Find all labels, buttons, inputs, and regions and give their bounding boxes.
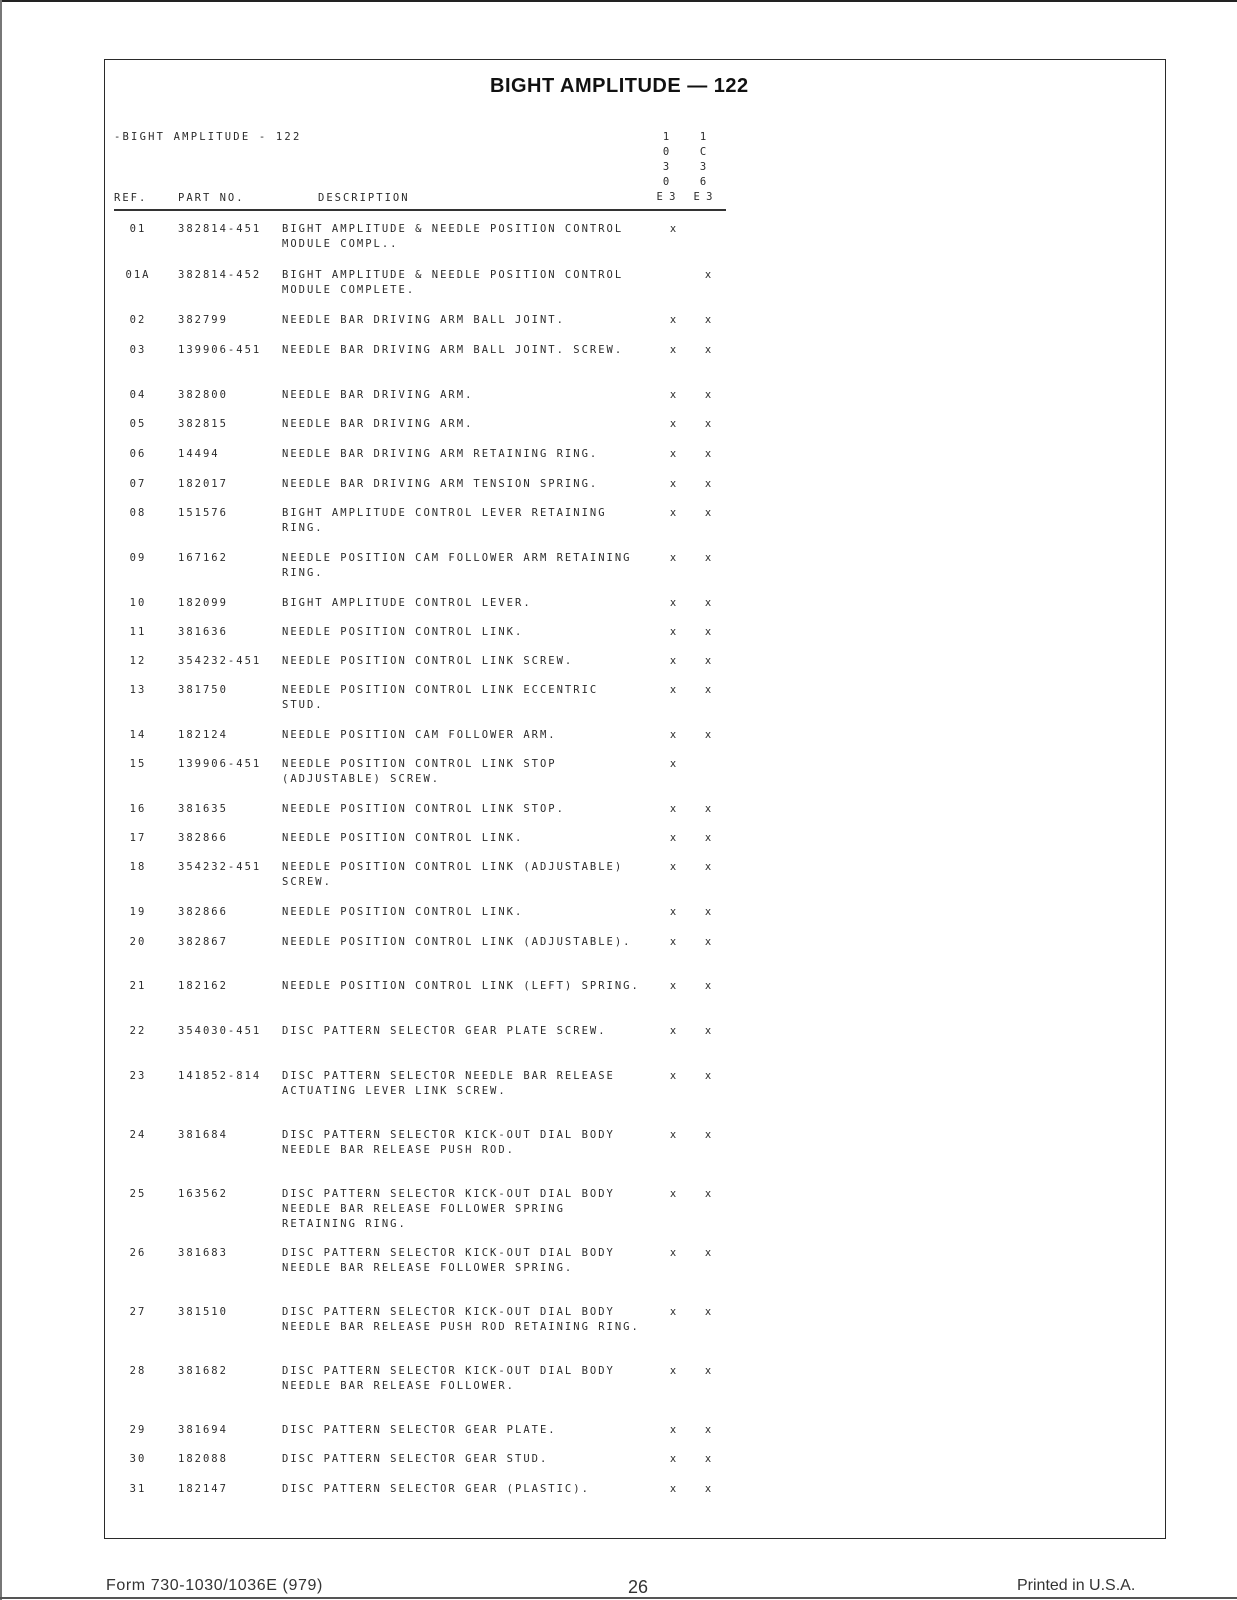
description-cell: NEEDLE POSITION CONTROL LINK (ADJUSTABLE) SCREW. [282,861,624,888]
left-edge [0,0,2,1600]
ref-cell: 10 [129,597,147,609]
model-1036-mark: x [704,832,714,844]
model-col-digit: C [699,146,707,158]
model-1036-mark: x [704,684,714,696]
description-cell: NEEDLE BAR DRIVING ARM. [282,418,474,430]
part-number-cell: 182124 [178,729,228,741]
model-1036-mark: x [704,314,714,326]
description-cell: DISC PATTERN SELECTOR GEAR PLATE. [282,1424,557,1436]
description-cell: NEEDLE BAR DRIVING ARM RETAINING RING. [282,448,599,460]
model-1036-mark: x [704,1365,714,1377]
model-col-digit: 0 [662,146,670,158]
description-cell: DISC PATTERN SELECTOR GEAR PLATE SCREW. [282,1025,607,1037]
ref-cell: 04 [129,389,147,401]
description-cell: DISC PATTERN SELECTOR NEEDLE BAR RELEASE ACTUATING LEVER LINK SCREW. [282,1070,615,1097]
part-number-cell: 381750 [178,684,228,696]
description-cell: NEEDLE POSITION CONTROL LINK STOP. [282,803,565,815]
description-cell: NEEDLE BAR DRIVING ARM TENSION SPRING. [282,478,599,490]
part-number-cell: 354030-451 [178,1025,262,1037]
model-1036-mark: x [704,597,714,609]
model-1036-mark: x [704,389,714,401]
ref-cell: 16 [129,803,147,815]
model-1036-mark: x [704,448,714,460]
model-1030-mark: x [669,980,679,992]
model-1036-mark: x [704,1453,714,1465]
ref-cell: 17 [129,832,147,844]
header-rule [114,209,726,211]
model-1036-mark: x [704,418,714,430]
description-cell: NEEDLE BAR DRIVING ARM. [282,389,474,401]
model-1030-mark: x [669,1025,679,1037]
description-cell: DISC PATTERN SELECTOR KICK-OUT DIAL BODY NEEDLE BAR RELEASE PUSH ROD RETAINING RING. [282,1306,640,1333]
description-cell: NEEDLE BAR DRIVING ARM BALL JOINT. SCREW. [282,344,624,356]
model-1030-mark: x [669,448,679,460]
ref-cell: 22 [129,1025,147,1037]
description-cell: BIGHT AMPLITUDE CONTROL LEVER. [282,597,532,609]
model-1030-mark: x [669,418,679,430]
model-1030-mark: x [669,758,679,770]
part-number-cell: 182147 [178,1483,228,1495]
header-part: PART NO. [178,192,245,204]
ref-cell: 21 [129,980,147,992]
ref-cell: 01 [129,223,147,235]
model-col-digit: E 3 [693,191,713,203]
description-cell: DISC PATTERN SELECTOR GEAR (PLASTIC). [282,1483,590,1495]
model-1030-mark: x [669,861,679,873]
model-col-digit: 6 [699,176,707,188]
ref-cell: 18 [129,861,147,873]
model-1036-mark: x [704,906,714,918]
part-number-cell: 382815 [178,418,228,430]
model-1036-mark: x [704,980,714,992]
part-number-cell: 354232-451 [178,655,262,667]
ref-cell: 13 [129,684,147,696]
part-number-cell: 182088 [178,1453,228,1465]
part-number-cell: 382866 [178,906,228,918]
part-number-cell: 381684 [178,1129,228,1141]
model-1030-mark: x [669,1483,679,1495]
model-1030-mark: x [669,803,679,815]
description-cell: NEEDLE POSITION CONTROL LINK SCREW. [282,655,574,667]
part-number-cell: 182017 [178,478,228,490]
part-number-cell: 354232-451 [178,861,262,873]
model-1036-mark: x [704,1424,714,1436]
model-1036-mark: x [704,861,714,873]
model-1030-mark: x [669,832,679,844]
model-1030-mark: x [669,1188,679,1200]
model-1030-mark: x [669,1365,679,1377]
model-1036-mark: x [704,269,714,281]
model-1030-mark: x [669,1247,679,1259]
part-number-cell: 167162 [178,552,228,564]
description-cell: DISC PATTERN SELECTOR KICK-OUT DIAL BODY NEEDLE BAR RELEASE FOLLOWER SPRING. [282,1247,615,1274]
ref-cell: 20 [129,936,147,948]
part-number-cell: 381682 [178,1365,228,1377]
model-1036-mark: x [704,552,714,564]
model-1030-mark: x [669,906,679,918]
ref-cell: 12 [129,655,147,667]
model-1030-mark: x [669,223,679,235]
model-col-digit: 3 [662,161,670,173]
part-number-cell: 382814-452 [178,269,262,281]
ref-cell: 28 [129,1365,147,1377]
ref-cell: 25 [129,1188,147,1200]
ref-cell: 03 [129,344,147,356]
description-cell: BIGHT AMPLITUDE & NEEDLE POSITION CONTROL MODULE COMPLETE. [282,269,624,296]
model-1036-mark: x [704,344,714,356]
model-1036-mark: x [704,507,714,519]
form-number: Form 730-1030/1036E (979) [106,1577,323,1594]
model-1030-mark: x [669,1070,679,1082]
part-number-cell: 381510 [178,1306,228,1318]
description-cell: NEEDLE POSITION CONTROL LINK STOP (ADJUSTABLE) SCREW. [282,758,557,785]
part-number-cell: 382799 [178,314,228,326]
part-number-cell: 14494 [178,448,220,460]
description-cell: DISC PATTERN SELECTOR GEAR STUD. [282,1453,549,1465]
model-1030-mark: x [669,314,679,326]
part-number-cell: 182099 [178,597,228,609]
model-1036-mark: x [704,655,714,667]
model-1030-mark: x [669,1453,679,1465]
part-number-cell: 139906-451 [178,344,262,356]
model-1030-mark: x [669,626,679,638]
ref-cell: 05 [129,418,147,430]
description-cell: NEEDLE POSITION CAM FOLLOWER ARM. [282,729,557,741]
ref-cell: 26 [129,1247,147,1259]
description-cell: NEEDLE POSITION CONTROL LINK ECCENTRIC STUD. [282,684,599,711]
ref-cell: 30 [129,1453,147,1465]
ref-cell: 31 [129,1483,147,1495]
part-number-cell: 151576 [178,507,228,519]
part-number-cell: 163562 [178,1188,228,1200]
model-1036-mark: x [704,478,714,490]
ref-cell: 01A [125,269,151,281]
model-1036-mark: x [704,936,714,948]
description-cell: DISC PATTERN SELECTOR KICK-OUT DIAL BODY NEEDLE BAR RELEASE FOLLOWER SPRING RETAINING RING. [282,1188,615,1230]
description-cell: BIGHT AMPLITUDE CONTROL LEVER RETAINING RING. [282,507,607,534]
part-number-cell: 382867 [178,936,228,948]
description-cell: NEEDLE POSITION CONTROL LINK. [282,832,524,844]
header-ref: REF. [114,192,148,204]
ref-cell: 02 [129,314,147,326]
part-number-cell: 182162 [178,980,228,992]
ref-cell: 09 [129,552,147,564]
model-1030-mark: x [669,507,679,519]
model-1030-mark: x [669,655,679,667]
page-number: 26 [628,1577,649,1597]
ref-cell: 19 [129,906,147,918]
ref-cell: 06 [129,448,147,460]
model-col-digit: 1 [699,131,707,143]
description-cell: NEEDLE POSITION CONTROL LINK. [282,906,524,918]
part-number-cell: 382800 [178,389,228,401]
ref-cell: 08 [129,507,147,519]
ref-cell: 11 [129,626,147,638]
model-col-digit: 1 [662,131,670,143]
description-cell: BIGHT AMPLITUDE & NEEDLE POSITION CONTROL MODULE COMPL.. [282,223,624,250]
model-1030-mark: x [669,344,679,356]
model-1030-mark: x [669,389,679,401]
model-1036-mark: x [704,1188,714,1200]
description-cell: NEEDLE POSITION CONTROL LINK. [282,626,524,638]
model-1030-mark: x [669,597,679,609]
model-1030-mark: x [669,552,679,564]
description-cell: NEEDLE POSITION CONTROL LINK (ADJUSTABLE). [282,936,632,948]
ref-cell: 07 [129,478,147,490]
part-number-cell: 381694 [178,1424,228,1436]
model-1036-mark: x [704,1025,714,1037]
model-1036-mark: x [704,1129,714,1141]
model-col-digit: E 3 [656,191,676,203]
model-1036-mark: x [704,1483,714,1495]
model-1030-mark: x [669,1306,679,1318]
part-number-cell: 382814-451 [178,223,262,235]
part-number-cell: 139906-451 [178,758,262,770]
part-number-cell: 381636 [178,626,228,638]
doc-heading: -BIGHT AMPLITUDE - 122 [114,131,302,143]
description-cell: DISC PATTERN SELECTOR KICK-OUT DIAL BODY NEEDLE BAR RELEASE FOLLOWER. [282,1365,615,1392]
ref-cell: 15 [129,758,147,770]
model-1036-mark: x [704,1247,714,1259]
model-col-digit: 0 [662,176,670,188]
model-1030-mark: x [669,478,679,490]
part-number-cell: 381683 [178,1247,228,1259]
ref-cell: 24 [129,1129,147,1141]
description-cell: DISC PATTERN SELECTOR KICK-OUT DIAL BODY NEEDLE BAR RELEASE PUSH ROD. [282,1129,615,1156]
ref-cell: 27 [129,1306,147,1318]
description-cell: NEEDLE POSITION CONTROL LINK (LEFT) SPRING. [282,980,640,992]
ref-cell: 14 [129,729,147,741]
model-1030-mark: x [669,1129,679,1141]
model-col-digit: 3 [699,161,707,173]
top-rule [0,0,1237,2]
model-1030-mark: x [669,684,679,696]
model-1030-mark: x [669,729,679,741]
part-number-cell: 141852-814 [178,1070,262,1082]
printed-in: Printed in U.S.A. [1017,1577,1136,1594]
ref-cell: 29 [129,1424,147,1436]
description-cell: NEEDLE BAR DRIVING ARM BALL JOINT. [282,314,565,326]
part-number-cell: 381635 [178,803,228,815]
model-1030-mark: x [669,936,679,948]
part-number-cell: 382866 [178,832,228,844]
model-1036-mark: x [704,729,714,741]
model-1030-mark: x [669,1424,679,1436]
page-title: BIGHT AMPLITUDE — 122 [490,75,749,97]
header-description: DESCRIPTION [318,192,410,204]
model-1036-mark: x [704,1070,714,1082]
model-1036-mark: x [704,626,714,638]
ref-cell: 23 [129,1070,147,1082]
bottom-edge [0,1597,1237,1599]
model-1036-mark: x [704,1306,714,1318]
description-cell: NEEDLE POSITION CAM FOLLOWER ARM RETAINING RING. [282,552,632,579]
model-1036-mark: x [704,803,714,815]
